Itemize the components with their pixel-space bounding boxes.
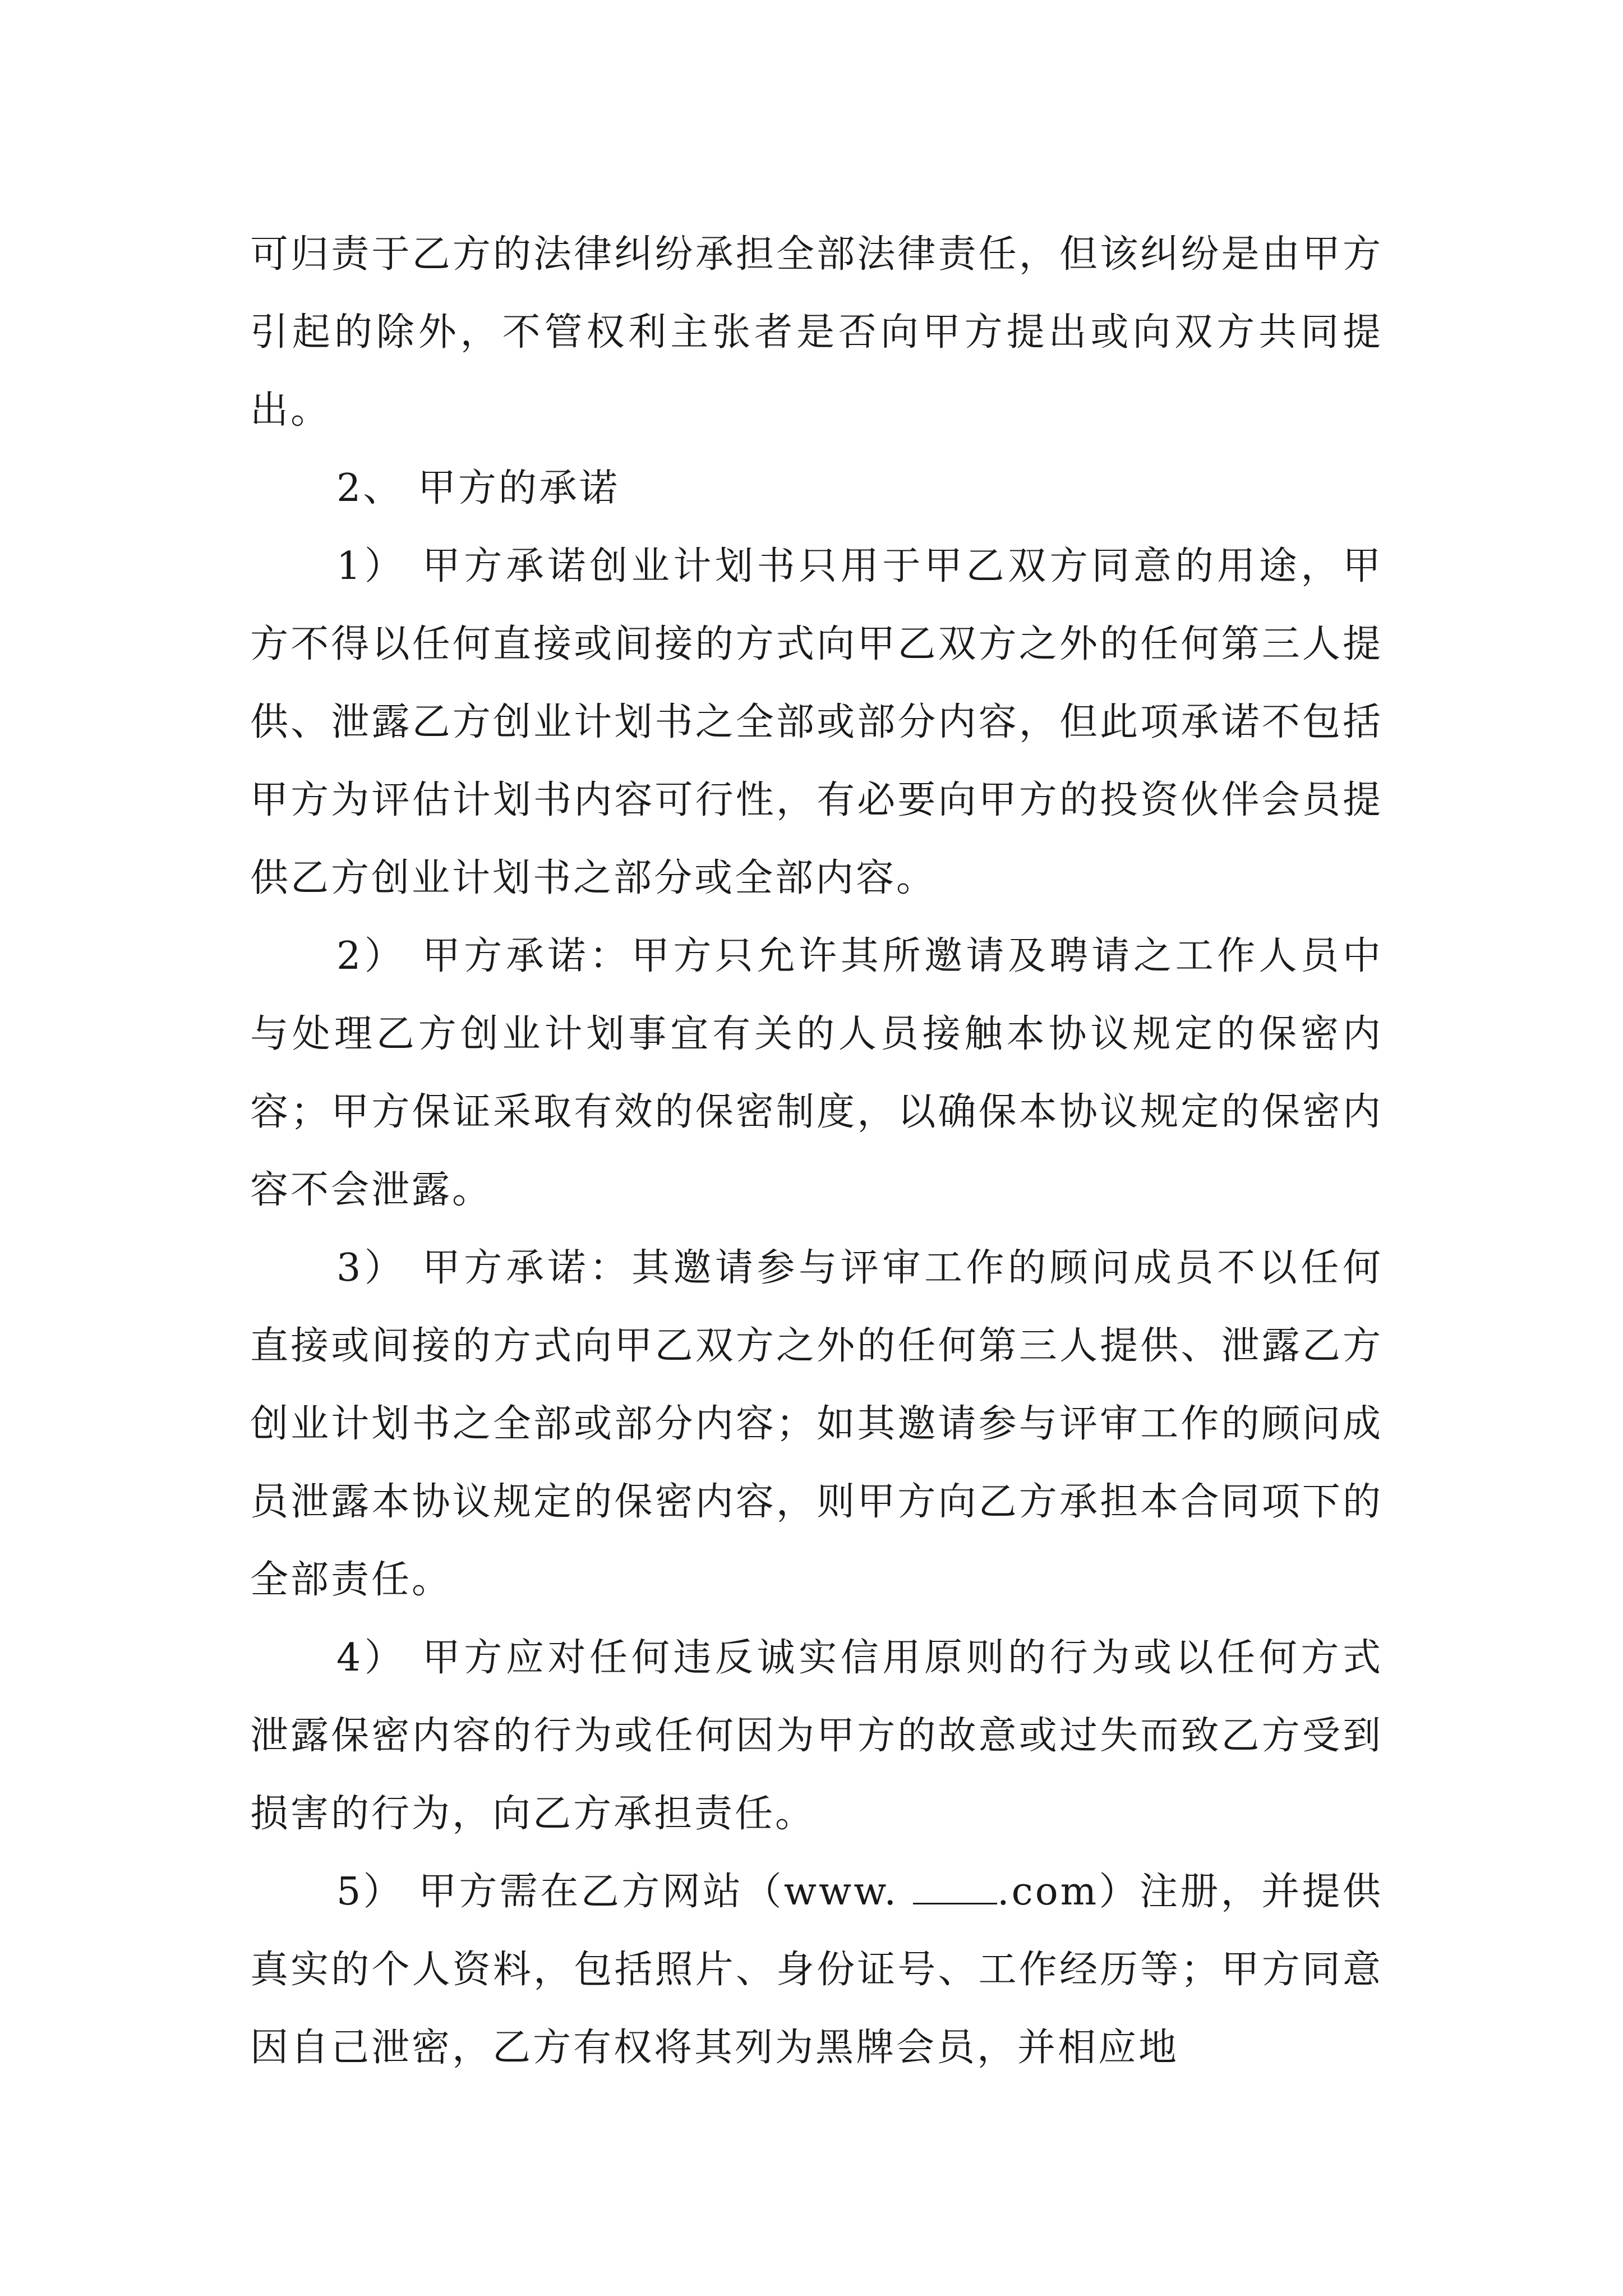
paragraph-commitment-4: 4） 甲方应对任何违反诚实信用原则的行为或以任何方式泄露保密内容的行为或任何因为甲方的故意或过失而致乙方受到损害的行为，向乙方承担责任。 (250, 1636, 1383, 1836)
section-heading-party-a-commitments: 2、 甲方的承诺 (336, 466, 620, 510)
website-blank-line (913, 1869, 997, 1904)
paragraph-continuation: 可归责于乙方的法律纠纷承担全部法律责任，但该纠纷是由甲方引起的除外，不管权利主张者是否向甲方提出或向双方共同提出。 (250, 232, 1383, 432)
paragraph-commitment-3: 3） 甲方承诺：其邀请参与评审工作的顾问成员不以任何直接或间接的方式向甲乙双方之外的任何第三人提供、泄露乙方创业计划书之全部或部分内容；如其邀请参与评审工作的顾问成员泄露本协议规定的保密内容，则甲方向乙方承担本合同项下的全部责任。 (250, 1246, 1383, 1602)
paragraph-commitment-2: 2） 甲方承诺：甲方只允许其所邀请及聘请之工作人员中与处理乙方创业计划事宜有关的人员接触本协议规定的保密内容；甲方保证采取有效的保密制度，以确保本协议规定的保密内容不会泄露。 (250, 934, 1383, 1212)
paragraph-commitment-1: 1） 甲方承诺创业计划书只用于甲乙双方同意的用途，甲方不得以任何直接或间接的方式向甲乙双方之外的任何第三人提供、泄露乙方创业计划书之全部或部分内容，但此项承诺不包括甲方为评估计划书内容可行性，有必要向甲方的投资伙伴会员提供乙方创业计划书之部分或全部内容。 (250, 544, 1383, 900)
paragraph-commitment-5 (250, 1853, 1383, 2087)
paragraph-commitment-5-start: 5） 甲方需在乙方网站（www. (336, 1870, 913, 1914)
document-body (250, 215, 1383, 2087)
paragraph-commitment-5-rest: .com）注册，并提供真实的个人资料，包括照片、身份证号、工作经历等；甲方同意因自己泄密，乙方有权将其列为黑牌会员，并相应地 (250, 1870, 1383, 2070)
